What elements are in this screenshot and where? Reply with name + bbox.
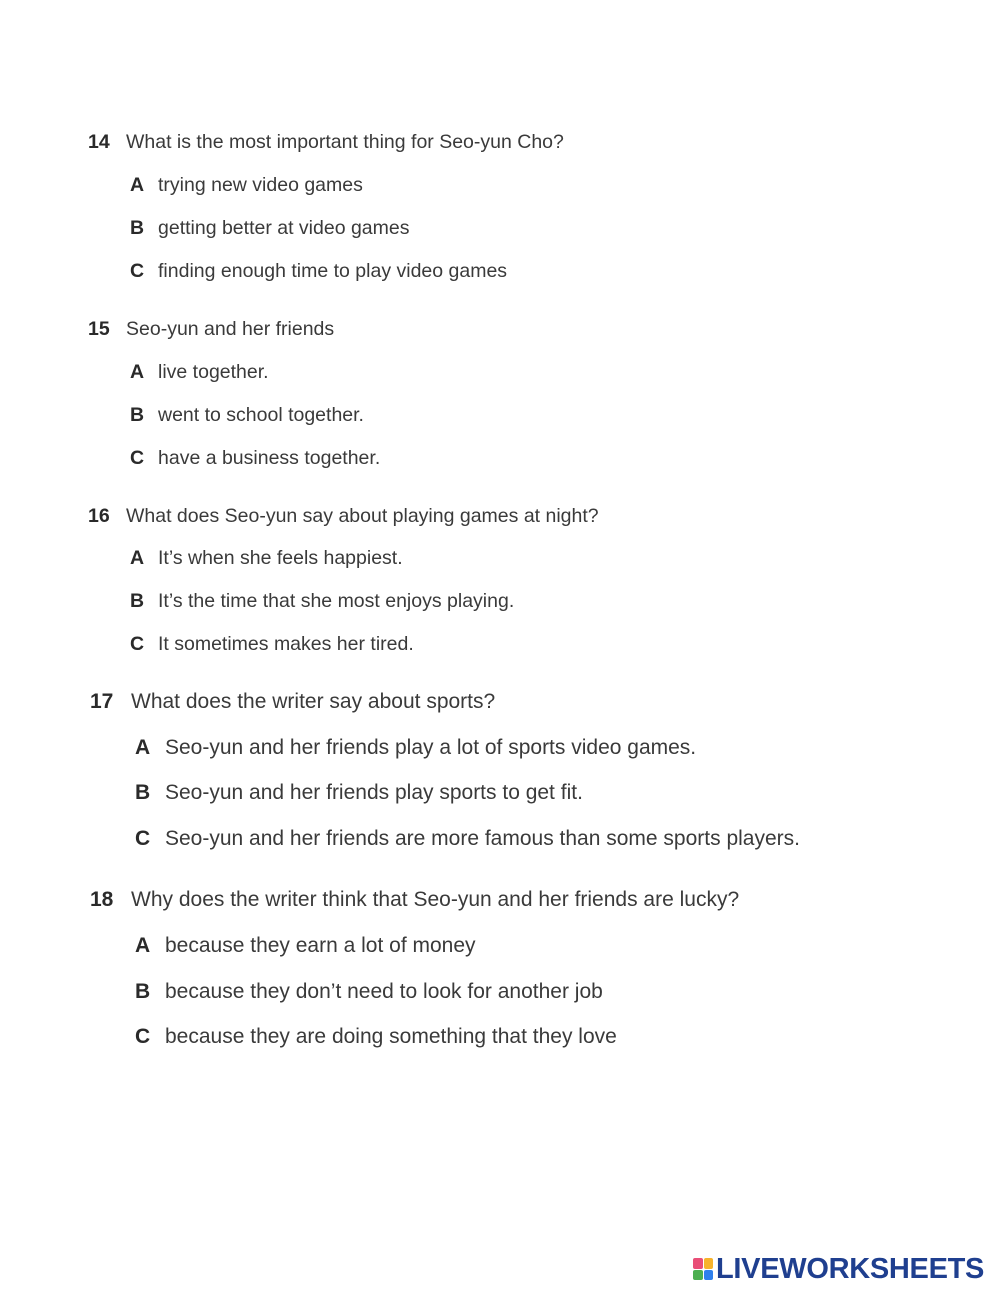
option-text: have a business together. <box>158 447 381 469</box>
option-text: trying new video games <box>158 174 363 196</box>
liveworksheets-logo[interactable] <box>693 1252 985 1285</box>
question-text: Why does the writer think that Seo-yun and her friends are lucky? <box>131 888 740 911</box>
option-text: finding enough time to play video games <box>158 260 508 282</box>
logo-mark-block <box>704 1258 714 1269</box>
option-letter: B <box>130 404 145 426</box>
question-number: 18 <box>90 888 114 911</box>
question-number: 14 <box>88 131 110 153</box>
option-letter: B <box>130 217 145 239</box>
question-number: 17 <box>90 690 114 713</box>
option-letter: A <box>135 736 151 759</box>
option-letter: A <box>135 934 151 957</box>
question-text: What is the most important thing for Seo-yun Cho? <box>126 131 564 153</box>
option-letter: B <box>135 781 151 804</box>
option-text: went to school together. <box>158 404 364 426</box>
option-letter: C <box>130 633 145 655</box>
option-text: because they are doing something that they love <box>165 1025 617 1048</box>
question-text: What does Seo-yun say about playing games at night? <box>126 505 599 527</box>
option-text: getting better at video games <box>158 217 410 239</box>
question-number: 15 <box>88 318 110 340</box>
option-letter: B <box>135 980 151 1003</box>
option-letter: A <box>130 361 145 383</box>
option-text: because they earn a lot of money <box>165 934 476 957</box>
option-letter: A <box>130 547 145 569</box>
logo-text: LIVEWORKSHEETS <box>716 1252 985 1285</box>
option-text: because they don’t need to look for another job <box>165 980 603 1003</box>
option-text: Seo-yun and her friends play sports to get fit. <box>165 781 583 804</box>
option-letter: A <box>130 174 145 196</box>
option-letter: C <box>130 447 145 469</box>
option-text: It’s the time that she most enjoys playing. <box>158 590 515 612</box>
logo-mark-block <box>704 1270 714 1281</box>
option-letter: C <box>135 827 151 850</box>
option-text: live together. <box>158 361 269 383</box>
logo-mark-block <box>693 1270 703 1281</box>
question-text: What does the writer say about sports? <box>131 690 496 713</box>
liveworksheets-logo-icon <box>693 1258 713 1280</box>
option-text: Seo-yun and her friends play a lot of sports video games. <box>165 736 697 759</box>
option-letter: B <box>130 590 145 612</box>
option-letter: C <box>130 260 145 282</box>
option-text: It sometimes makes her tired. <box>158 633 414 655</box>
option-letter: C <box>135 1025 151 1048</box>
logo-mark-block <box>693 1258 703 1269</box>
option-text: Seo-yun and her friends are more famous than some sports players. <box>165 827 800 850</box>
question-text: Seo-yun and her friends <box>126 318 335 340</box>
question-number: 16 <box>88 505 110 527</box>
option-text: It’s when she feels happiest. <box>158 547 403 569</box>
